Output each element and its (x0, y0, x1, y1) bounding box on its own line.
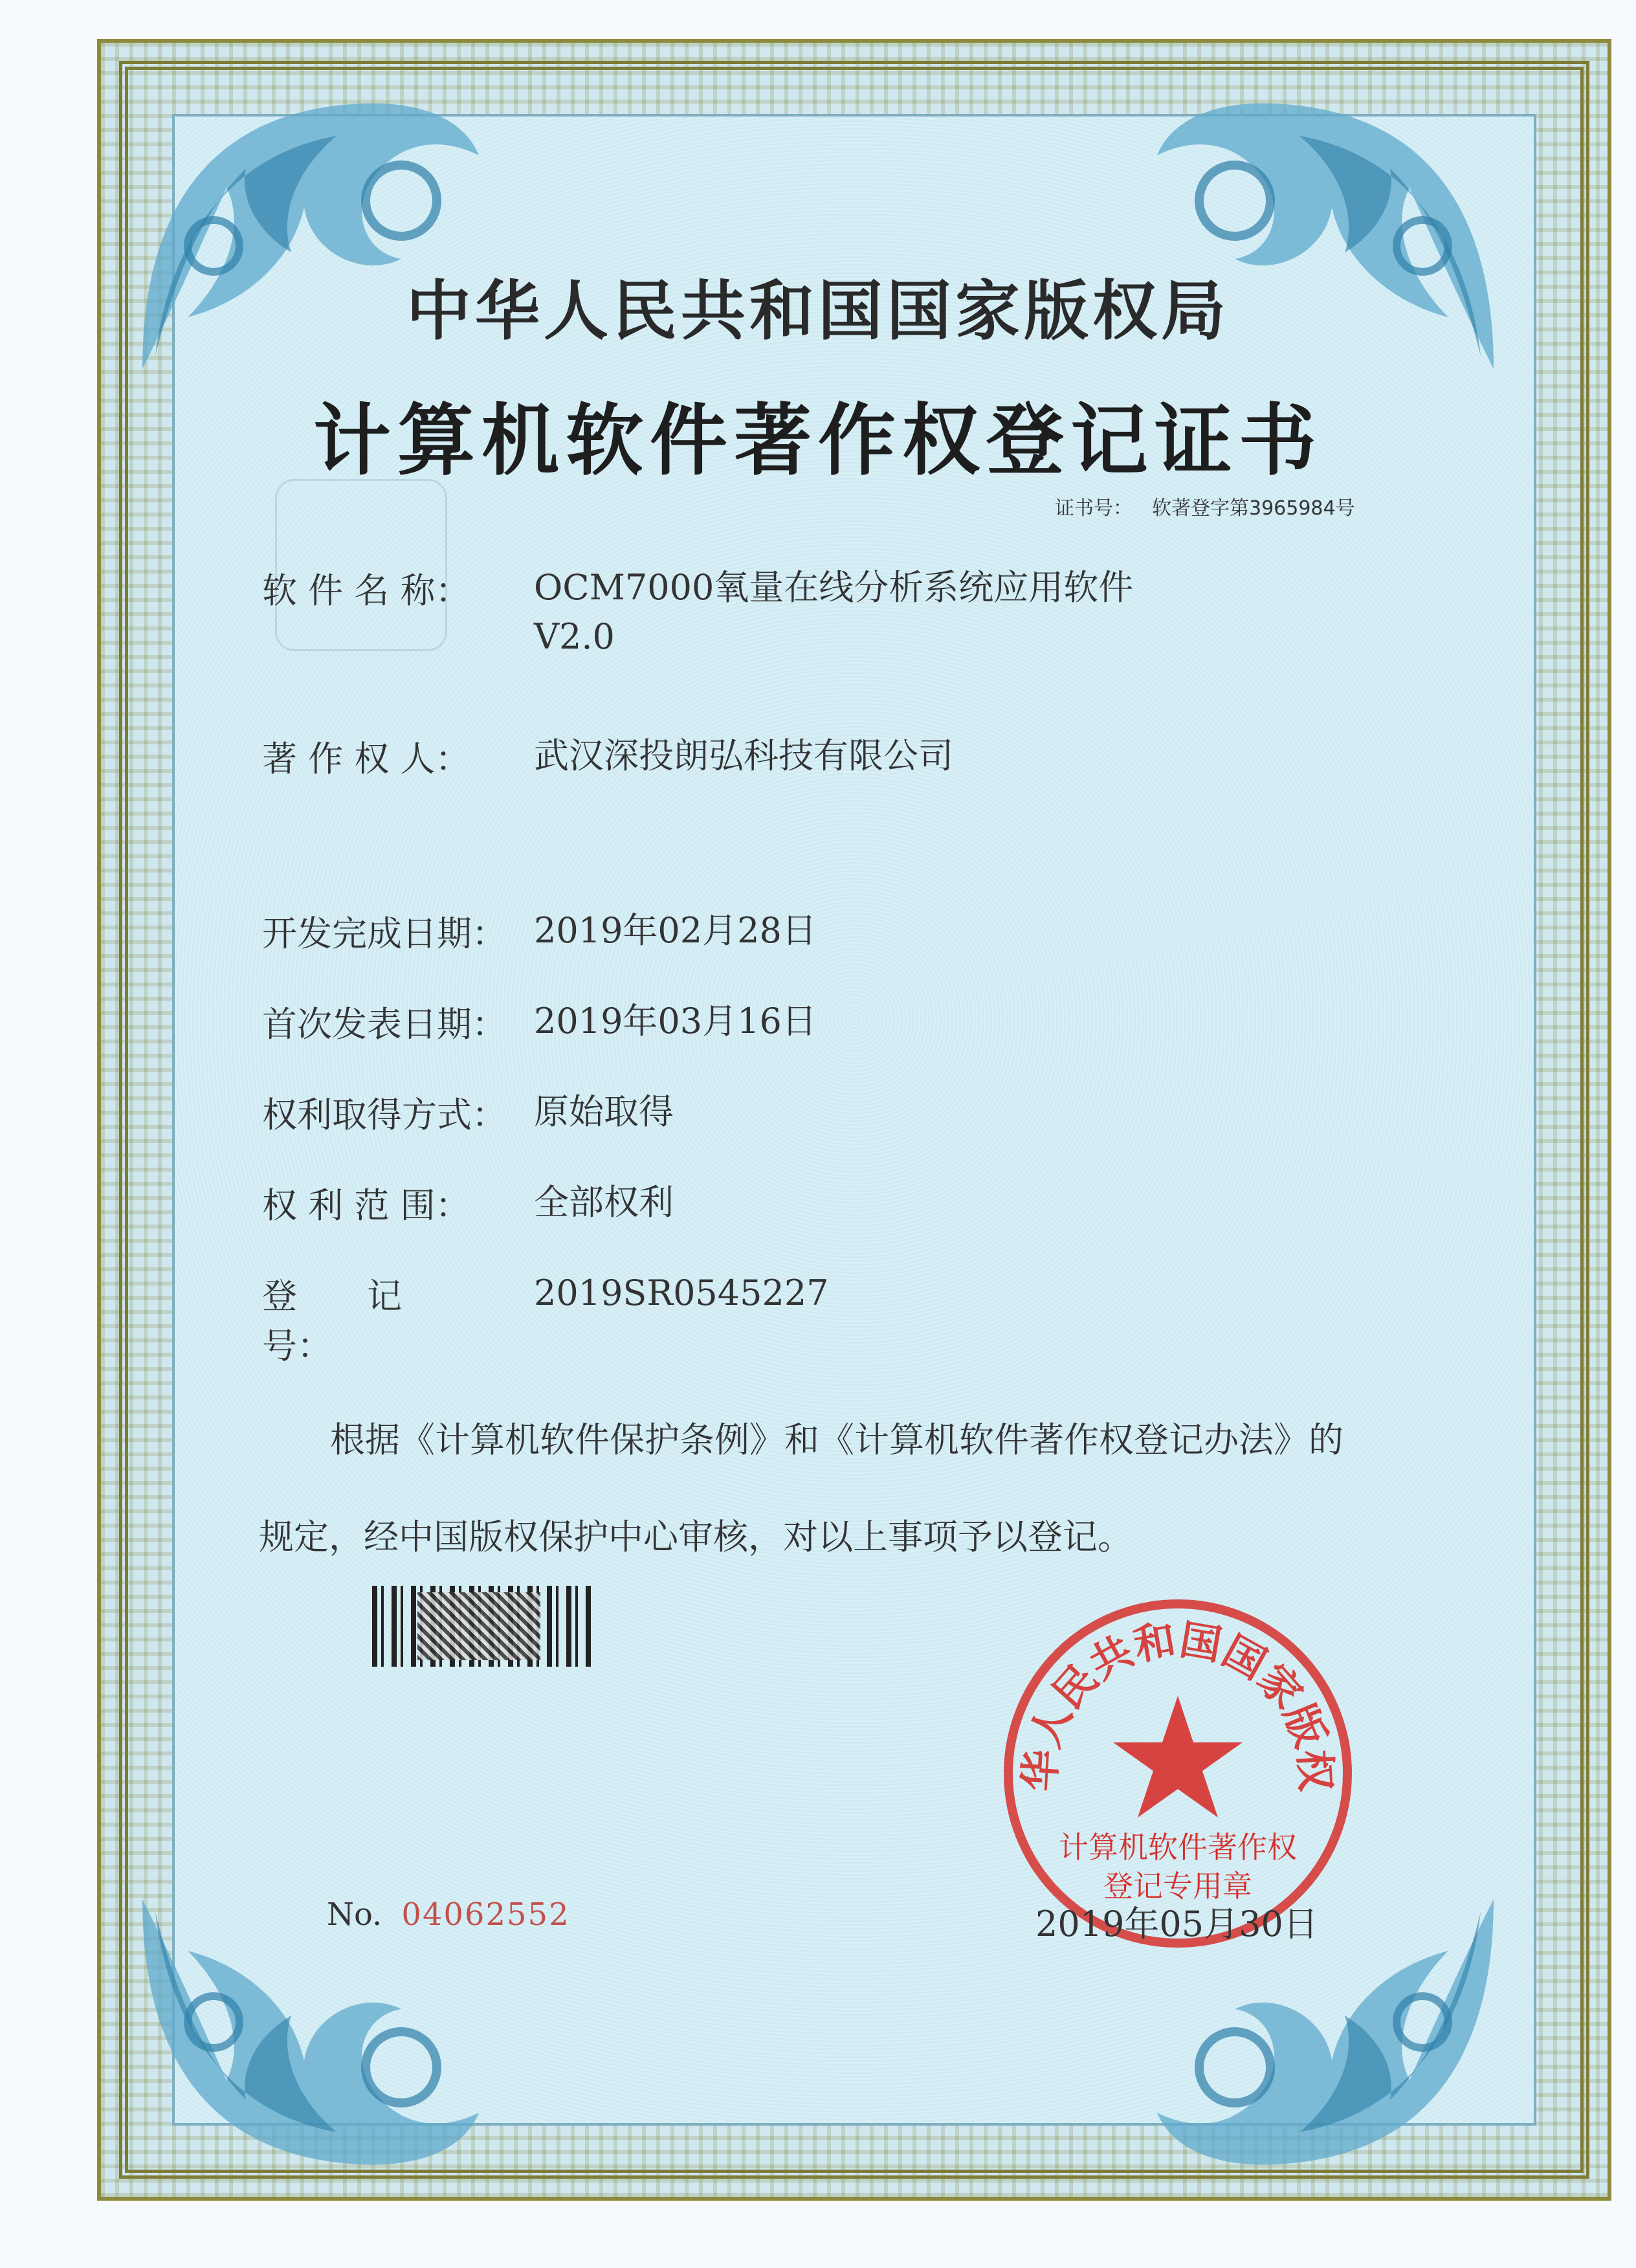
svg-text:中华人民共和国国家版权局: 华人民共和国国家版权 (1016, 1616, 1340, 1793)
field-label: 开发完成日期： (262, 913, 507, 954)
svg-text:登记专用章: 登记专用章 (1103, 1869, 1252, 1904)
field-scope (262, 1178, 674, 1228)
field-label: 登 记 号： (262, 1276, 472, 1366)
certificate-number-label: 证书号： (1055, 497, 1133, 520)
field-software-name (262, 563, 1133, 662)
field-value: 全部权利 (534, 1182, 674, 1223)
serial-label: No. (327, 1896, 382, 1933)
field-label: 首次发表日期： (262, 1004, 507, 1045)
statement-line2: 规定，经中国版权保护中心审核，对以上事项予以登记。 (259, 1517, 1133, 1557)
qr-code-icon (417, 1592, 540, 1660)
field-owner (262, 731, 953, 781)
barcode-icon (372, 1586, 592, 1667)
field-acquisition (262, 1087, 674, 1137)
field-value (534, 563, 1133, 662)
certificate-number-value: 软著登字第3965984号 (1152, 497, 1355, 520)
field-label: 软 件 名 称： (262, 570, 470, 611)
field-label: 权利取得方式： (262, 1095, 507, 1135)
software-name-line2: V2.0 (534, 616, 615, 657)
issue-date: 2019年05月30日 (1035, 1904, 1318, 1944)
software-name-line1: OCM7000氧量在线分析系统应用软件 (534, 567, 1134, 608)
field-value: 2019年03月16日 (534, 1001, 817, 1041)
issuing-authority: 中华人民共和国国家版权局 (406, 273, 1230, 349)
serial-number (327, 1896, 570, 1933)
field-dev-date (262, 906, 817, 956)
svg-text:计算机软件著作权: 计算机软件著作权 (1059, 1830, 1297, 1865)
field-label: 权 利 范 围： (262, 1185, 470, 1226)
certificate-number (1055, 492, 1355, 520)
certificate-title: 计算机软件著作权登记证书 (313, 396, 1323, 486)
serial-value: 04062552 (401, 1896, 570, 1933)
field-label: 著 作 权 人： (262, 739, 470, 779)
field-registration (262, 1269, 829, 1368)
field-value: 原始取得 (534, 1091, 674, 1132)
field-value: 武汉深投朗弘科技有限公司 (534, 735, 953, 776)
statement-line1: 根据《计算机软件保护条例》和《计算机软件著作权登记办法》的 (330, 1419, 1343, 1460)
field-value: 2019年02月28日 (534, 910, 817, 951)
field-value: 2019SR0545227 (534, 1273, 829, 1313)
certification-statement (259, 1392, 1488, 1586)
field-publish-date (262, 997, 817, 1047)
